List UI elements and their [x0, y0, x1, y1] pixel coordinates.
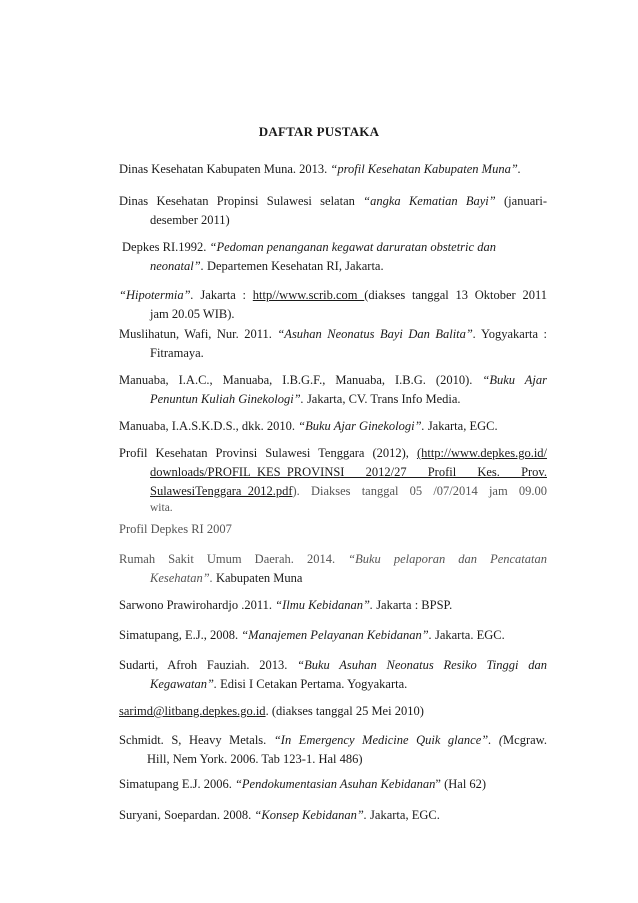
ref-accessed: (diakses tanggal 13 Oktober 2011	[364, 288, 547, 302]
ref-author: Simatupang, E.J., 2008.	[119, 628, 239, 642]
ref-author: Simatupang E.J. 2006.	[119, 777, 232, 791]
ref-title-cont: Kesehatan”.	[150, 571, 213, 585]
ref-link-cont[interactable]: downloads/PROFIL_KES_PROVINSI 2012/27 Profil Kes. Prov.	[150, 465, 547, 479]
reference-entry	[119, 417, 547, 436]
ref-title: “Buku pelaporan dan Pencatatan	[348, 552, 547, 566]
ref-city: Jakarta :	[200, 288, 253, 302]
reference-entry	[119, 160, 547, 179]
ref-continuation: Fitramaya.	[150, 346, 204, 360]
ref-title: “Buku Ajar	[482, 373, 548, 387]
ref-continuation: desember 2011)	[150, 213, 230, 227]
ref-title-cont: neonatal”.	[150, 259, 204, 273]
reference-entry	[119, 192, 547, 230]
ref-continuation: Hill, Nem York. 2006. Tab 123-1. Hal 486)	[147, 752, 363, 766]
ref-title: “profil Kesehatan Kabupaten Muna”.	[330, 162, 521, 176]
reference-entry	[119, 702, 547, 721]
ref-author: Suryani, Soepardan. 2008.	[119, 808, 252, 822]
ref-author: Sudarti, Afroh Fauziah. 2013.	[119, 658, 288, 672]
ref-title: “Buku Asuhan Neonatus Resiko Tinggi dan	[297, 658, 547, 672]
ref-city: Yogyakarta :	[480, 327, 547, 341]
ref-title-cont: Penuntun Kuliah Ginekologi”.	[150, 392, 304, 406]
reference-entry	[119, 596, 547, 615]
ref-title: “Asuhan Neonatus Bayi Dan Balita”.	[277, 327, 476, 341]
reference-entry	[119, 371, 547, 409]
ref-author: Dinas Kesehatan Kabupaten Muna. 2013.	[119, 162, 328, 176]
reference-entry	[119, 286, 547, 324]
ref-author: Depkes RI.1992.	[122, 240, 207, 254]
ref-detail: ” (Hal 62)	[435, 777, 487, 791]
ref-publisher: Mcgraw.	[503, 733, 548, 747]
ref-author: Sarwono Prawirohardjo .2011.	[119, 598, 272, 612]
ref-publisher: Edisi I Cetakan Pertama. Yogyakarta.	[220, 677, 408, 691]
ref-email-link[interactable]: sarimd@litbang.depkes.go.id	[119, 704, 266, 718]
ref-author: Dinas Kesehatan Propinsi Sulawesi selatan	[119, 194, 355, 208]
ref-continuation: wita.	[150, 502, 173, 514]
ref-title: “Pendokumentasian Asuhan Kebidanan	[234, 777, 436, 791]
ref-publisher: Jakarta. EGC.	[434, 628, 505, 642]
ref-title: “Manajemen Pelayanan Kebidanan”.	[241, 628, 432, 642]
ref-link[interactable]: http//www.scrib.com	[252, 288, 365, 302]
reference-entry	[119, 520, 547, 539]
ref-publisher: Jakarta, CV. Trans Info Media.	[306, 392, 461, 406]
ref-title: “In Emergency Medicine Quik glance”. (	[273, 733, 504, 747]
ref-publisher: Jakarta, EGC.	[370, 808, 440, 822]
reference-entry	[119, 806, 547, 825]
ref-title: “angka Kematian Bayi”	[363, 194, 496, 208]
ref-author: Manuaba, I.A.C., Manuaba, I.B.G.F., Manuaba, I.B.G. (2010).	[119, 373, 473, 387]
ref-author: Schmidt. S, Heavy Metals.	[119, 733, 267, 747]
ref-title-cont: Kegawatan”.	[150, 677, 218, 691]
ref-link[interactable]: (http://www.depkes.go.id/	[416, 446, 548, 460]
ref-title: “Konsep Kebidanan”.	[254, 808, 367, 822]
ref-title: “Hipotermia”.	[119, 288, 194, 302]
reference-entry	[119, 626, 547, 645]
ref-title: “Pedoman penanganan kegawat daruratan obstetric dan	[209, 240, 496, 254]
ref-accessed: ). Diakses tanggal 05 /07/2014 jam 09.00	[292, 484, 547, 498]
ref-author: Muslihatun, Wafi, Nur. 2011.	[119, 327, 272, 341]
ref-publisher: Jakarta : BPSP.	[376, 598, 453, 612]
ref-title: “Buku Ajar Ginekologi”.	[298, 419, 425, 433]
ref-author: Manuaba, I.A.S.K.D.S., dkk. 2010.	[119, 419, 296, 433]
ref-publisher: Jakarta, EGC.	[427, 419, 498, 433]
reference-entry	[122, 238, 550, 276]
ref-author: Rumah Sakit Umum Daerah. 2014.	[119, 552, 336, 566]
ref-continuation: jam 20.05 WIB).	[150, 307, 235, 321]
ref-detail: (januari-	[504, 194, 548, 208]
reference-entry	[119, 731, 547, 769]
ref-publisher: Departemen Kesehatan RI, Jakarta.	[206, 259, 384, 273]
page-title: DAFTAR PUSTAKA	[258, 124, 380, 139]
reference-entry	[119, 444, 547, 516]
ref-title: “Ilmu Kebidanan”.	[275, 598, 374, 612]
ref-author: Profil Depkes RI 2007	[119, 522, 232, 536]
ref-author: Profil Kesehatan Provinsi Sulawesi Tenggara (2012),	[119, 446, 409, 460]
reference-entry	[119, 775, 547, 794]
ref-link-file[interactable]: SulawesiTenggara_2012.pdf	[150, 484, 293, 498]
ref-accessed: . (diakses tanggal 25 Mei 2010)	[265, 704, 424, 718]
ref-publisher: Kabupaten Muna	[215, 571, 303, 585]
reference-entry	[119, 656, 547, 694]
reference-entry	[119, 325, 547, 363]
reference-entry	[119, 550, 547, 588]
